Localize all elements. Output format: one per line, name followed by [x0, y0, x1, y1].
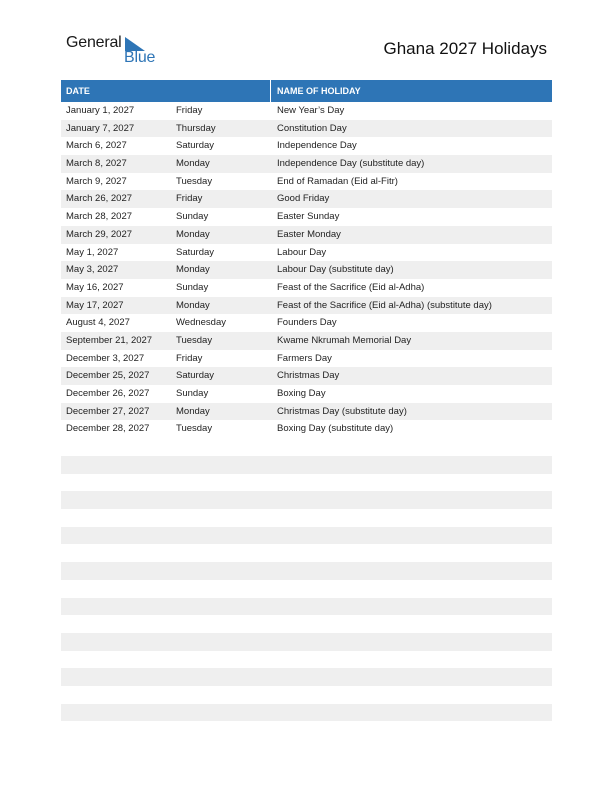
- row-weekday: Friday: [176, 352, 203, 364]
- row-weekday: Monday: [176, 299, 210, 311]
- logo-general-text: General: [66, 34, 122, 51]
- table-row: [61, 226, 552, 244]
- row-weekday: Saturday: [176, 370, 215, 382]
- table-row: [61, 208, 552, 226]
- table-row: [61, 102, 552, 120]
- empty-row: [61, 491, 552, 509]
- row-holiday-name: Boxing Day: [277, 388, 326, 399]
- row-holiday-name: Kwame Nkrumah Memorial Day: [277, 334, 412, 346]
- row-date: December 27, 2027: [66, 405, 150, 417]
- row-weekday: Saturday: [176, 246, 215, 258]
- row-date: December 26, 2027: [66, 388, 150, 399]
- row-holiday-name: Christmas Day: [277, 370, 340, 382]
- empty-row: [61, 668, 552, 686]
- row-date: March 29, 2027: [66, 228, 133, 240]
- empty-row: [61, 704, 552, 722]
- row-holiday-name: Feast of the Sacrifice (Eid al-Adha): [277, 281, 425, 293]
- table-row: [61, 385, 552, 403]
- table-row: [61, 120, 552, 138]
- header-divider: [270, 80, 271, 102]
- row-weekday: Tuesday: [176, 423, 213, 435]
- brand-logo: [66, 34, 156, 68]
- row-holiday-name: Independence Day: [277, 140, 357, 152]
- row-holiday-name: Good Friday: [277, 193, 330, 205]
- row-date: May 1, 2027: [66, 246, 119, 258]
- table-row: [61, 244, 552, 262]
- row-weekday: Monday: [176, 228, 210, 240]
- row-holiday-name: Christmas Day (substitute day): [277, 405, 407, 417]
- row-date: May 16, 2027: [66, 281, 124, 293]
- table-row: [61, 350, 552, 368]
- row-holiday-name: Labour Day: [277, 246, 327, 258]
- row-weekday: Tuesday: [176, 334, 213, 346]
- table-row: [61, 155, 552, 173]
- row-date: May 3, 2027: [66, 264, 119, 276]
- row-weekday: Monday: [176, 264, 210, 276]
- row-weekday: Tuesday: [176, 175, 213, 187]
- row-date: September 21, 2027: [66, 334, 153, 346]
- row-date: January 1, 2027: [66, 105, 135, 116]
- row-holiday-name: Independence Day (substitute day): [277, 158, 425, 170]
- row-holiday-name: Feast of the Sacrifice (Eid al-Adha) (substitute day): [277, 299, 492, 311]
- row-weekday: Saturday: [176, 140, 215, 152]
- row-date: March 9, 2027: [66, 175, 127, 187]
- row-weekday: Thursday: [176, 122, 216, 134]
- row-date: December 28, 2027: [66, 423, 150, 435]
- table-row: [61, 297, 552, 315]
- row-weekday: Friday: [176, 193, 203, 205]
- empty-row: [61, 598, 552, 616]
- row-holiday-name: Constitution Day: [277, 122, 347, 134]
- table-row: [61, 173, 552, 191]
- row-holiday-name: End of Ramadan (Eid al-Fitr): [277, 175, 398, 187]
- table-row: [61, 403, 552, 421]
- table-row: [61, 261, 552, 279]
- row-weekday: Monday: [176, 158, 210, 170]
- row-date: January 7, 2027: [66, 122, 135, 134]
- row-holiday-name: New Year’s Day: [277, 105, 345, 116]
- row-date: December 3, 2027: [66, 352, 145, 364]
- row-date: May 17, 2027: [66, 299, 124, 311]
- table-body: [61, 102, 552, 438]
- table-header: [61, 80, 552, 102]
- page-title: Ghana 2027 Holidays: [383, 39, 547, 58]
- row-date: March 6, 2027: [66, 140, 127, 152]
- holiday-table: [61, 80, 552, 438]
- row-holiday-name: Boxing Day (substitute day): [277, 423, 394, 435]
- row-weekday: Monday: [176, 405, 210, 417]
- row-weekday: Wednesday: [176, 317, 226, 329]
- row-holiday-name: Founders Day: [277, 317, 337, 329]
- table-row: [61, 314, 552, 332]
- empty-row: [61, 527, 552, 545]
- row-weekday: Sunday: [176, 281, 209, 293]
- table-row: [61, 332, 552, 350]
- empty-row: [61, 633, 552, 651]
- row-date: August 4, 2027: [66, 317, 130, 329]
- table-row: [61, 137, 552, 155]
- row-holiday-name: Easter Sunday: [277, 211, 340, 223]
- row-date: March 28, 2027: [66, 211, 133, 223]
- holiday-name-column-header: NAME OF HOLIDAY: [277, 86, 361, 96]
- row-date: December 25, 2027: [66, 370, 150, 382]
- row-holiday-name: Farmers Day: [277, 352, 332, 364]
- row-weekday: Sunday: [176, 211, 209, 223]
- table-row: [61, 279, 552, 297]
- row-weekday: Friday: [176, 105, 203, 116]
- table-row: [61, 420, 552, 438]
- empty-row: [61, 456, 552, 474]
- row-holiday-name: Easter Monday: [277, 228, 341, 240]
- row-date: March 26, 2027: [66, 193, 133, 205]
- empty-row: [61, 562, 552, 580]
- empty-table-rows: [61, 456, 552, 739]
- row-weekday: Sunday: [176, 388, 209, 399]
- table-row: [61, 367, 552, 385]
- logo-blue-text: Blue: [124, 49, 156, 66]
- row-date: March 8, 2027: [66, 158, 127, 170]
- date-column-header: DATE: [66, 86, 90, 96]
- table-row: [61, 190, 552, 208]
- row-holiday-name: Labour Day (substitute day): [277, 264, 394, 276]
